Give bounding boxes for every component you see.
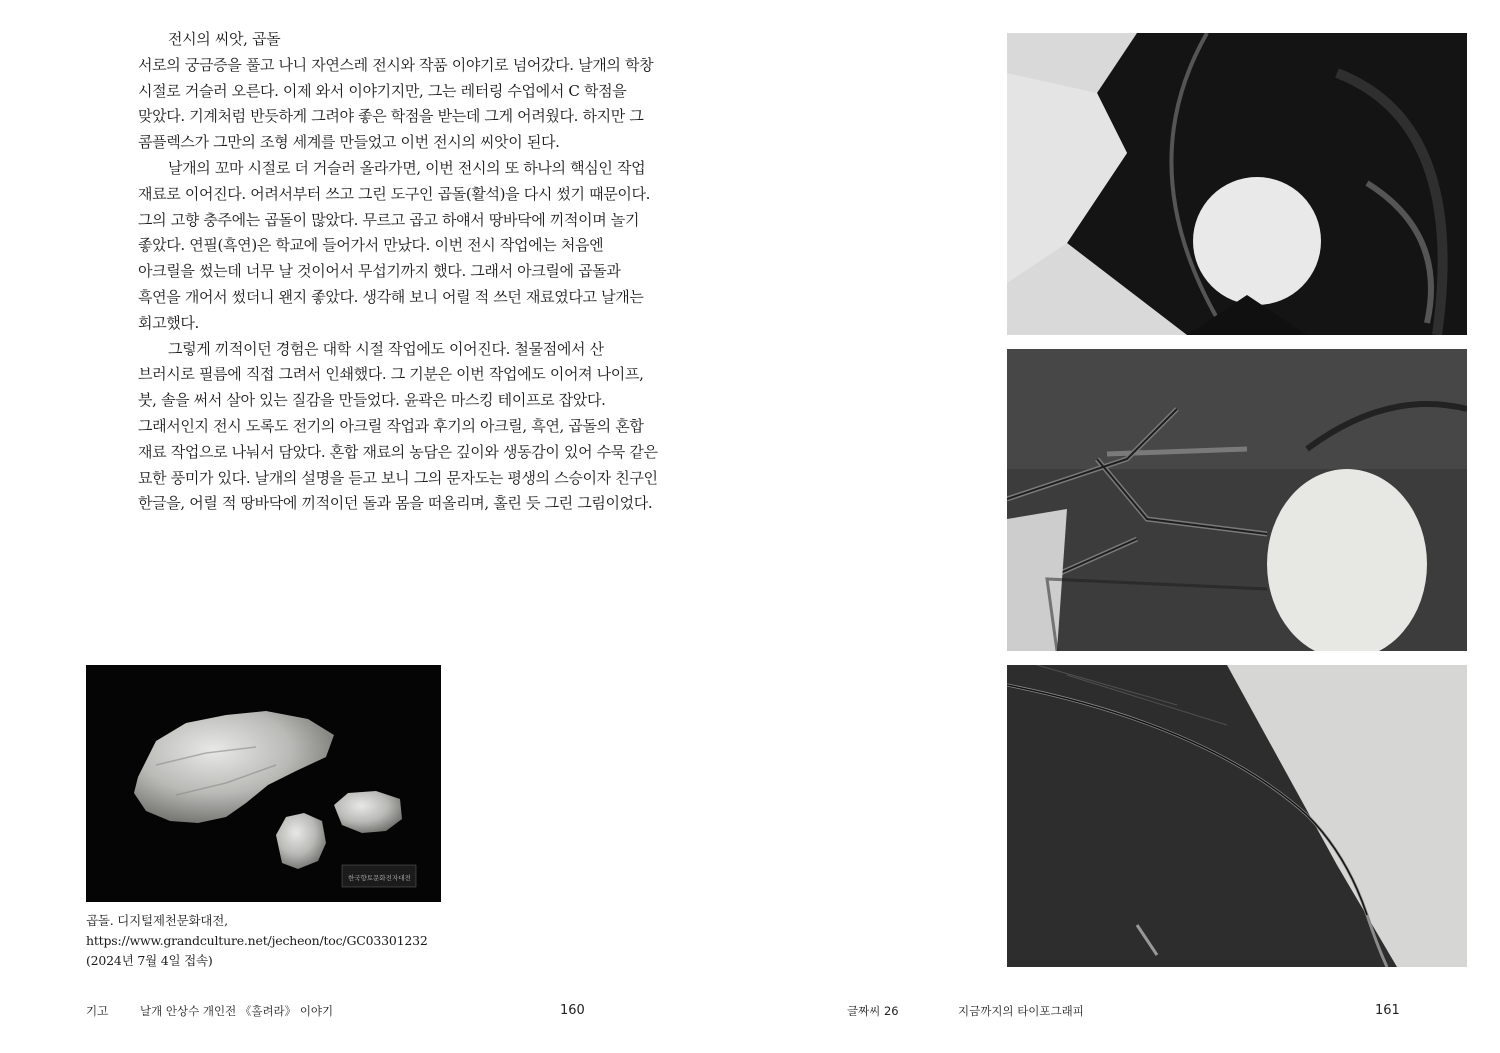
photo-watermark: 한국향토문화전자대전 — [348, 874, 411, 882]
photo-caption: 곱돌. 디지털제천문화대전, https://www.grandculture.net/jecheon/toc/GC03301232 (2024년 7월 4일 접속) — [86, 913, 428, 968]
artwork-detail-photo-1 — [1007, 33, 1467, 335]
footer-section: 기고 — [86, 1004, 109, 1018]
footer-title: 지금까지의 타이포그래피 — [958, 1004, 1084, 1018]
paragraph: 날개의 꼬마 시절로 더 거슬러 올라가면, 이번 전시의 또 하나의 핵심인 작업 재료로 이어진다. 어려서부터 쓰고 그린 도구인 곱돌(활석)을 다시 썼기 때문이다. 그의 고향 충주에는 곱돌이 많았다. 무르고 곱고 하얘서 땅바닥에 끼적이며 놀기 좋았다. 연필(흑연)은 학교에 들어가서 만났다. 이번 전시 작업에는 처음엔 아크릴을 썼는데 너무 날 것이어서 무섭기까지 했다. 그래서 아크릴에 곱돌과 흑연을 개어서 썼더니 왠지 좋았다. 생각해 보니 어릴 적 쓰던 재료였다고 날개는 회고했다. — [138, 158, 651, 332]
artwork-detail-photo-2 — [1007, 349, 1467, 651]
page-number: 161 — [1375, 1003, 1400, 1018]
artwork-detail-photo-3 — [1007, 665, 1467, 967]
section-heading: 전시의 씨앗, 곱돌 — [168, 30, 281, 48]
talc-stone-photo — [86, 665, 441, 902]
paragraph: 그렇게 끼적이던 경험은 대학 시절 작업에도 이어진다. 철물점에서 산 브러시로 필름에 직접 그려서 인쇄했다. 그 기분은 이번 작업에도 이어져 나이프, 붓, 솔을 써서 살아 있는 질감을 만들었다. 윤곽은 마스킹 테이프로 잡았다. 그래서인지 전시 도록도 전기의 아크릴 작업과 후기의 아크릴, 흑연, 곱돌의 혼합 재료 작업으로 나눠서 담았다. 혼합 재료의 농담은 깊이와 생동감이 있어 수묵 같은 묘한 풍미가 있다. 날개의 설명을 듣고 보니 그의 문자도는 평생의 스승이자 친구인 한글을, 어릴 적 땅바닥에 끼적이던 돌과 몸을 떠올리며, 홀린 듯 그린 그림이었다. — [138, 339, 658, 513]
right-page — [750, 0, 1500, 1053]
article-body — [138, 27, 658, 517]
paragraph: 서로의 궁금증을 풀고 나니 자연스레 전시와 작품 이야기로 넘어갔다. 날개의 학창 시절로 거슬러 오른다. 이제 와서 이야기지만, 그는 레터링 수업에서 C 학점을 맞았다. 기계처럼 반듯하게 그려야 좋은 학점을 받는데 그게 어려웠다. 하지만 그 콤플렉스가 그만의 조형 세계를 만들었고 이번 전시의 씨앗이 된다. — [138, 55, 654, 152]
footer-title: 날개 안상수 개인전 《홀려라》 이야기 — [140, 1004, 334, 1018]
page-number: 160 — [560, 1003, 585, 1018]
footer-magazine: 글짜씨 26 — [847, 1004, 899, 1018]
